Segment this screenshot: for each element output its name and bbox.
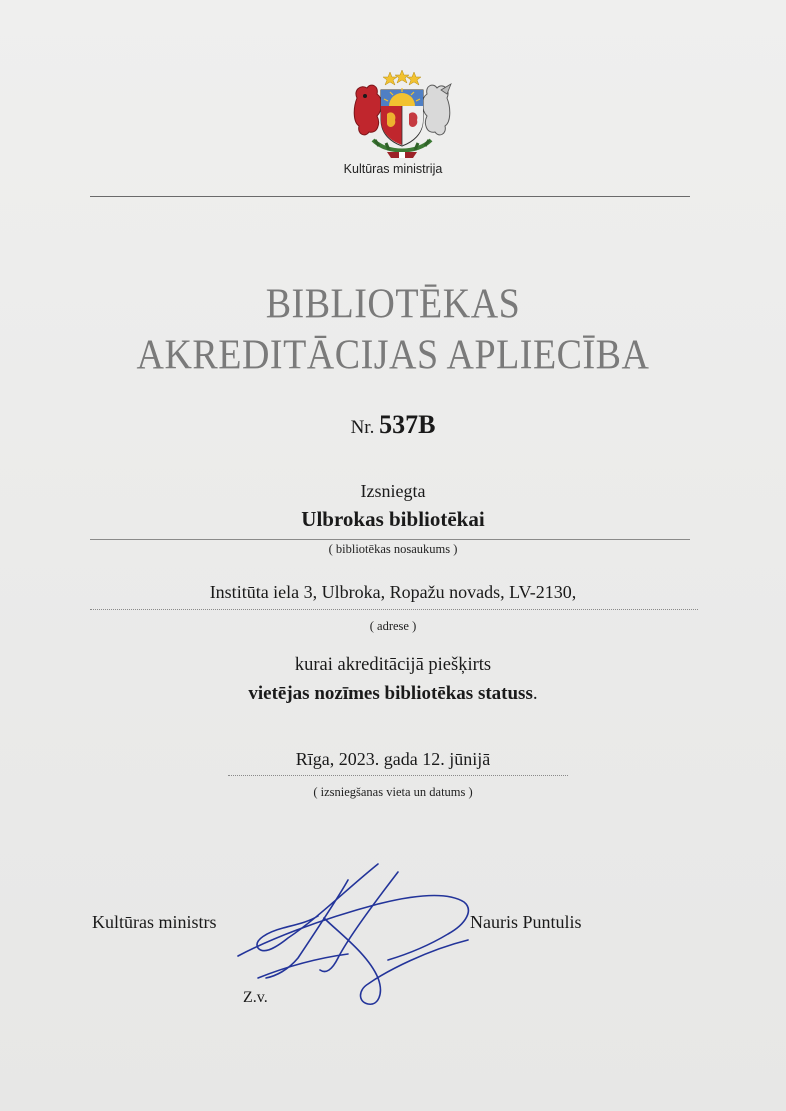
library-name-caption: ( bibliotēkas nosaukums ) — [328, 542, 458, 556]
certificate-number — [0, 410, 786, 440]
place-date-line — [228, 775, 568, 776]
address-line — [90, 609, 698, 610]
signatory-title: Kultūras ministrs — [92, 912, 217, 932]
document-title-line-1: BIBLIOTĒKAS — [265, 280, 521, 328]
granted-text: kurai akreditācijā piešķirts — [294, 655, 492, 675]
ministry-name: Kultūras ministrija — [343, 162, 443, 176]
signature-icon — [228, 858, 488, 1018]
seal-mark: Z.v. — [243, 989, 268, 1006]
signatory-name: Nauris Puntulis — [470, 912, 582, 932]
place-date-caption: ( izsniegšanas vieta un datums ) — [313, 785, 473, 799]
library-name: Ulbrokas bibliotēkai — [301, 507, 485, 531]
certificate-number-value: 537B — [379, 410, 436, 439]
issued-label: Izsniegta — [360, 481, 426, 501]
status-end: . — [532, 683, 538, 704]
document-title-line-2: AKREDITĀCIJAS APLIECĪBA — [136, 331, 650, 379]
certificate-number-prefix: Nr. — [350, 417, 375, 438]
latvia-coat-of-arms-icon — [343, 68, 461, 164]
status-line — [0, 683, 786, 705]
issue-place-date: Rīga, 2023. gada 12. jūnijā — [295, 749, 491, 769]
library-name-line — [90, 539, 690, 540]
header-divider — [90, 196, 690, 197]
address-caption: ( adrese ) — [369, 619, 417, 633]
library-address: Institūta iela 3, Ulbroka, Ropažu novads, LV-2130, — [209, 582, 577, 602]
library-status: vietējas nozīmes bibliotēkas statuss — [248, 683, 533, 704]
